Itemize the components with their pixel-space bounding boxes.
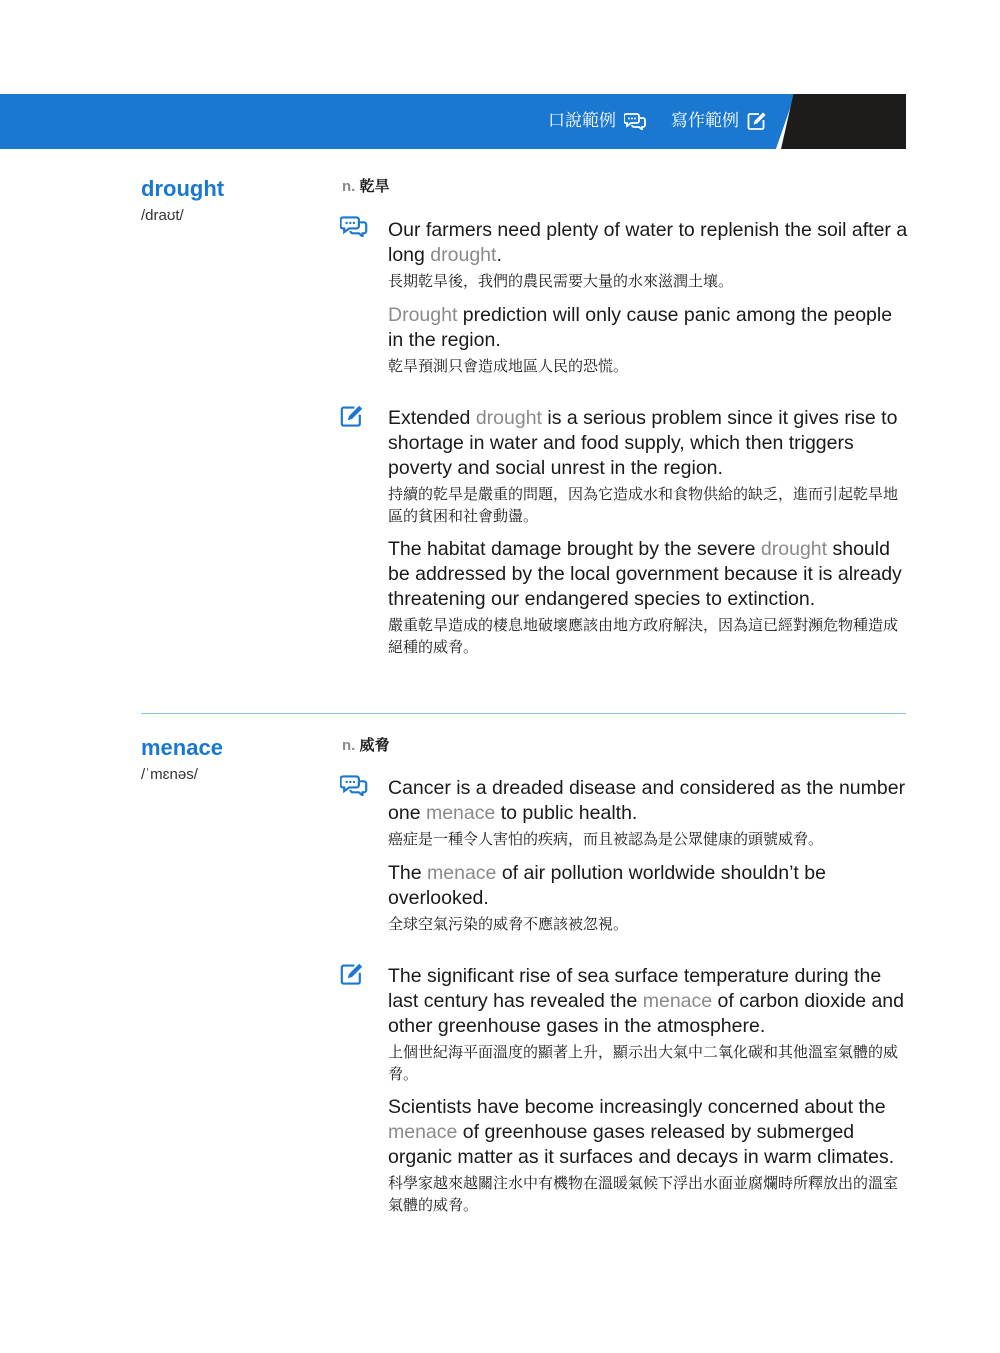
example-sentence	[388, 303, 908, 377]
sentence-text: .	[496, 244, 502, 266]
highlighted-headword: menace	[427, 862, 497, 884]
sentence-text: to public health.	[495, 802, 638, 824]
speech-bubbles-icon	[340, 215, 368, 242]
example-chinese: 乾旱預測只會造成地區人民的恐慌。	[388, 357, 629, 375]
example-english	[388, 406, 908, 481]
sentence-text: The	[388, 862, 428, 884]
sentence-text: of carbon dioxide and other greenhouse gases in the atmosphere.	[388, 990, 904, 1037]
sentence-text: is a serious problem since it gives rise to shortage in water and food supply, which then triggers poverty and social unrest in the region.	[388, 407, 898, 479]
example-english	[388, 776, 908, 826]
sentence-text: of greenhouse gases released by submerged organic matter as it surfaces and decays in warm climates.	[388, 1121, 895, 1168]
sentence-text: of air pollution worldwide shouldn’t be overlooked.	[388, 862, 826, 909]
pencil-edit-icon	[340, 404, 364, 433]
example-sentence	[388, 776, 908, 850]
example-english	[388, 303, 908, 353]
pencil-edit-icon	[340, 962, 364, 991]
headword: drought	[141, 176, 225, 201]
highlighted-headword: menace	[425, 802, 496, 824]
example-chinese: 嚴重乾旱造成的棲息地破壞應該由地方政府解決，因為這已經對瀕危物種造成絕種的威脅。	[388, 616, 899, 656]
page-header	[0, 94, 906, 149]
example-chinese: 長期乾旱後，我們的農民需要大量的水來滋潤土壤。	[388, 272, 734, 290]
highlighted-headword: Drought	[388, 304, 458, 326]
example-chinese: 全球空氣污染的威脅不應該被忽視。	[388, 915, 629, 933]
example-chinese: 癌症是一種令人害怕的疾病，而且被認為是公眾健康的頭號威脅。	[388, 830, 824, 848]
pos-definition: 威脅	[359, 737, 390, 754]
highlighted-headword: drought	[475, 407, 542, 429]
writing-label-text: 寫作範例	[671, 111, 739, 130]
sentence-text: Extended	[388, 407, 476, 429]
example-sentence	[388, 1095, 908, 1216]
speech-bubbles-icon	[340, 774, 368, 801]
highlighted-headword: menace	[388, 1121, 458, 1143]
sentence-text: Our farmers need plenty of water to replenish the soil after a long	[388, 219, 908, 266]
pos-tag: n.	[342, 178, 356, 195]
example-sentence	[388, 861, 908, 935]
example-chinese: 科學家越來越關注水中有機物在溫暖氣候下浮出水面並腐爛時所釋放出的溫室氣體的威脅。	[388, 1174, 899, 1214]
example-chinese: 上個世紀海平面溫度的顯著上升，顯示出大氣中二氧化碳和其他溫室氣體的威脅。	[388, 1043, 899, 1083]
highlighted-headword: menace	[642, 990, 713, 1012]
speech-bubbles-icon	[624, 112, 646, 130]
sentence-text: Scientists have become increasingly concerned about the	[388, 1096, 886, 1118]
highlighted-headword: drought	[760, 538, 828, 560]
example-chinese: 持續的乾旱是嚴重的問題，因為它造成水和食物供給的缺乏，進而引起乾旱地區的貧困和社會動盪。	[388, 485, 899, 525]
sentence-text: should be addressed by the local government because it is already threatening our endangered species to extinction.	[388, 538, 902, 610]
example-sentence	[388, 964, 908, 1085]
pencil-edit-icon	[747, 111, 767, 131]
phonetic: /ˈmɛnəs/	[141, 766, 198, 783]
example-english	[388, 861, 908, 911]
sentence-text: The habitat damage brought by the severe	[388, 538, 761, 560]
example-english	[388, 537, 908, 612]
pos-definition: 乾旱	[359, 178, 390, 195]
phonetic: /draʊt/	[141, 207, 184, 224]
example-sentence	[388, 406, 908, 527]
sentence-text: The significant rise of sea surface temperature during the last century has revealed the	[388, 965, 882, 1012]
headword: menace	[141, 735, 223, 760]
part-of-speech	[342, 177, 390, 197]
example-english	[388, 964, 908, 1039]
example-english	[388, 1095, 908, 1170]
highlighted-headword: drought	[430, 244, 497, 266]
sentence-text: Cancer is a dreaded disease and considered as the number one	[388, 777, 906, 824]
example-english	[388, 218, 908, 268]
speaking-label-text: 口說範例	[548, 111, 616, 130]
header-dark-tab	[781, 94, 906, 149]
example-sentence	[388, 218, 908, 292]
example-sentence	[388, 537, 908, 658]
pos-tag: n.	[342, 737, 356, 754]
header-speaking-label	[548, 110, 646, 132]
part-of-speech	[342, 736, 390, 756]
header-writing-label	[671, 110, 767, 132]
sentence-text: prediction will only cause panic among the people in the region.	[388, 304, 893, 351]
entry-divider	[141, 713, 906, 714]
